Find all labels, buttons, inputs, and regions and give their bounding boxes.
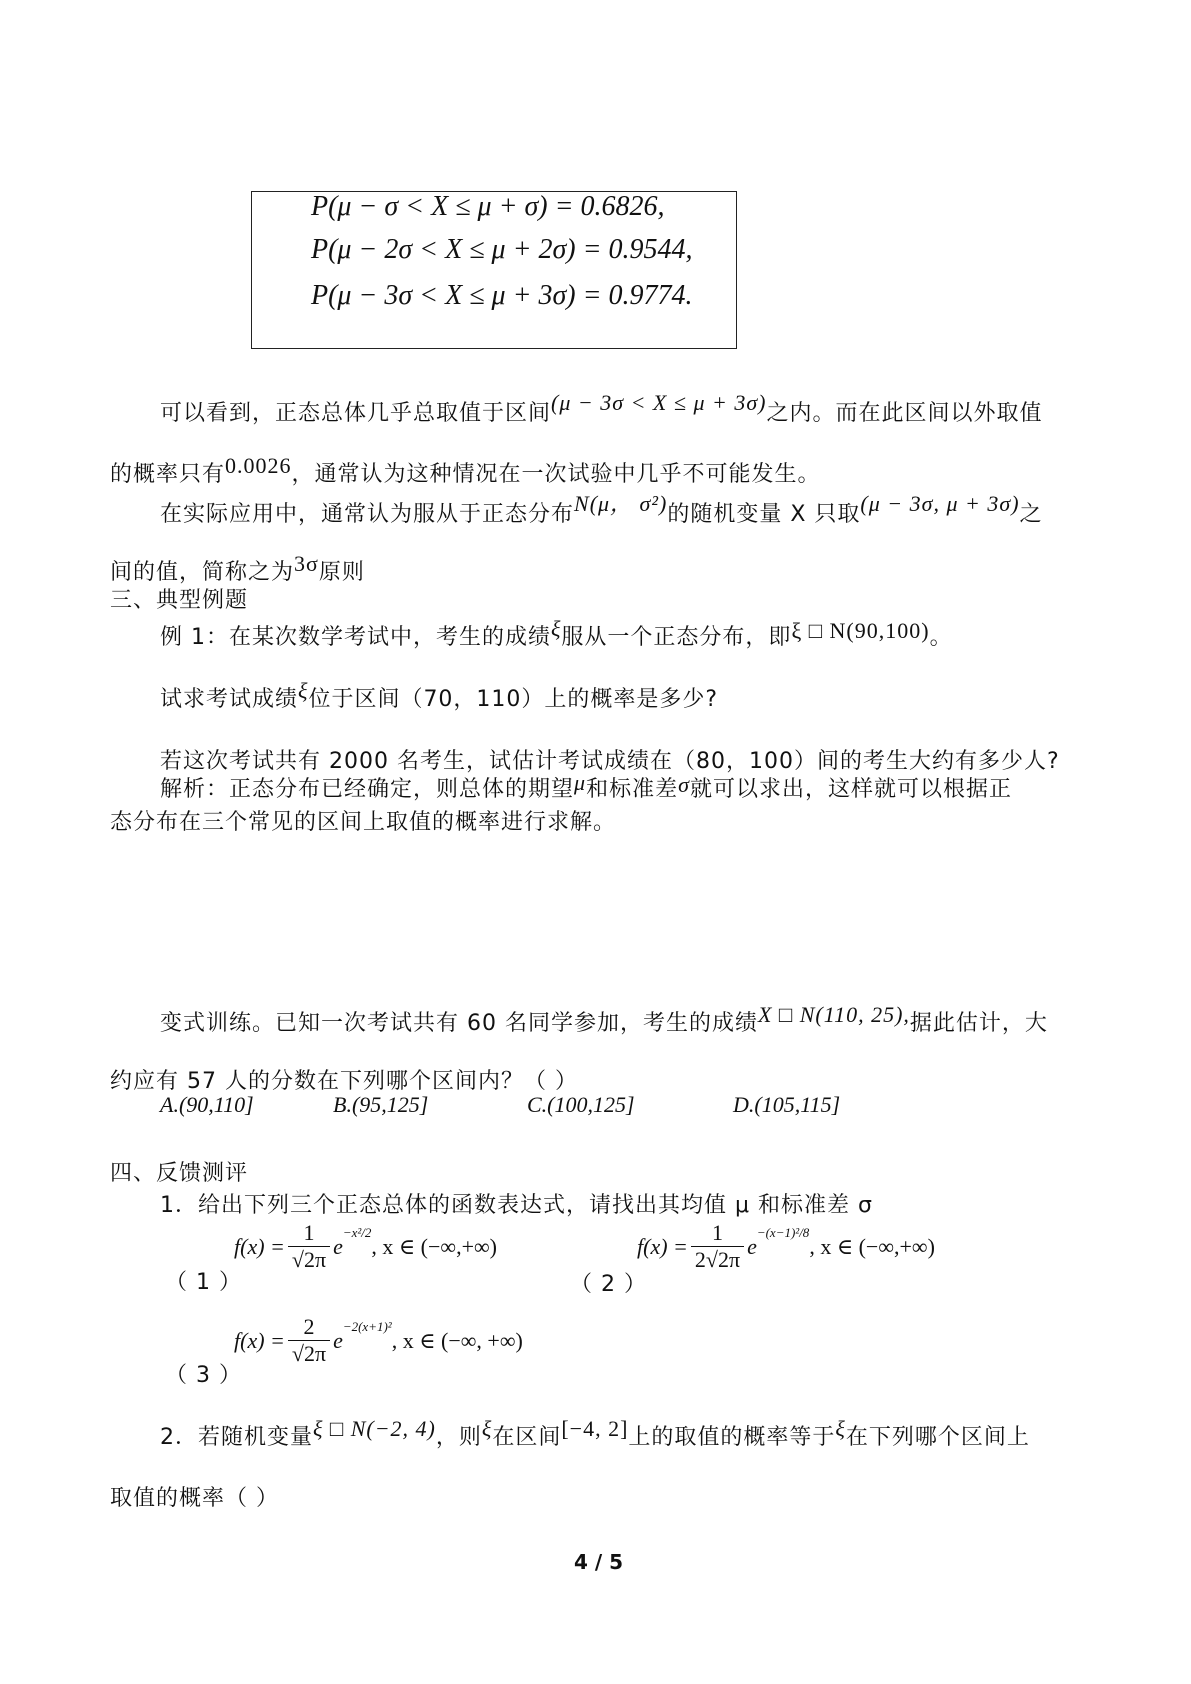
formula3-exponent: −2(x+1)²: [342, 1318, 392, 1334]
para2-text-b: 的随机变量 X 只取: [667, 502, 861, 527]
analysis-line1: [160, 772, 1012, 803]
formula-line-2: P(μ − 2σ < X ≤ μ + 2σ) = 0.9544,: [311, 234, 693, 265]
formula1: [234, 1220, 497, 1273]
variant-option-c: C.(100,125]: [527, 1092, 635, 1117]
formula3-e: e: [333, 1327, 343, 1353]
formula3-lhs: f(x) =: [234, 1327, 285, 1353]
q2-text-b: ，则: [435, 1425, 482, 1450]
formula3-label: （ 3 ）: [165, 1363, 242, 1388]
question1-line: [160, 678, 719, 713]
para2-text-d: 间的值，简称之为: [110, 560, 295, 585]
para1-line2: [110, 453, 821, 488]
analysis-text-a: 解析：正态分布已经确定，则总体的期望: [160, 777, 575, 802]
variant-text-a: 变式训练。已知一次考试共有 60 名同学参加，考生的成绩: [160, 1011, 758, 1036]
formula3-numerator: 2: [303, 1314, 315, 1339]
variant-line1: [160, 1002, 1048, 1037]
example1-line: [160, 616, 953, 651]
para1-line1: [160, 390, 1043, 427]
variant-option-a: A.(90,110]: [160, 1092, 254, 1117]
para2-text-a: 在实际应用中，通常认为服从于正态分布: [160, 502, 575, 527]
question1-text-b: 位于区间（70，110）上的概率是多少?: [308, 687, 719, 712]
formula2-e: e: [747, 1233, 757, 1259]
formula2: [637, 1220, 935, 1273]
para2-normal-dist: N(μ， σ²): [574, 491, 668, 516]
variant-option-d: D.(105,115]: [733, 1092, 841, 1117]
question1-xi: ξ: [298, 678, 309, 703]
q2-xi-2: ξ: [835, 1416, 846, 1441]
q2-text-c: 在区间: [492, 1425, 562, 1450]
formula3-fraction: [288, 1314, 330, 1367]
section4-heading: 四、反馈测评: [110, 1161, 249, 1186]
formula2-lhs: f(x) =: [637, 1233, 688, 1259]
formula1-fraction: [288, 1220, 330, 1273]
formula2-domain: , x ∈ (−∞,+∞): [809, 1233, 935, 1259]
para2-line1: [160, 491, 1043, 528]
formula1-label: （ 1 ）: [165, 1270, 242, 1295]
q2-text-e: 在下列哪个区间上: [845, 1425, 1030, 1450]
analysis-text-b: 和标准差: [586, 777, 679, 802]
section3-heading: 三、典型例题: [110, 588, 249, 613]
variant-distribution: X □ N(110, 25),: [757, 1002, 910, 1027]
q2-text-a: 2．若随机变量: [160, 1425, 313, 1450]
formula3: [234, 1314, 523, 1367]
q2-distribution: ξ □ N(−2, 4): [313, 1416, 436, 1441]
formula2-fraction: [691, 1220, 744, 1273]
para1-text-b: 之内。而在此区间以外取值: [766, 401, 1043, 426]
section4-question2-line1: [160, 1416, 1030, 1451]
question1-text-a: 试求考试成绩: [160, 687, 299, 712]
formula1-e: e: [333, 1233, 343, 1259]
section4-question2-line2: 取值的概率（ ）: [110, 1486, 279, 1511]
para2-text-c: 之: [1019, 502, 1043, 527]
analysis-sigma: σ: [678, 772, 690, 797]
formula3-domain: , x ∈ (−∞, +∞): [391, 1327, 523, 1353]
example1-text-a: 例 1：在某次数学考试中，考生的成绩: [160, 625, 551, 650]
example1-distribution: ξ □ N(90,100): [791, 618, 930, 643]
formula-line-3: P(μ − 3σ < X ≤ μ + 3σ) = 0.9774.: [311, 280, 693, 311]
para1-text-a: 可以看到，正态总体几乎总取值于区间: [160, 401, 552, 426]
para2-line2: [110, 551, 365, 586]
variant-line2: 约应有 57 人的分数在下列哪个区间内？（ ）: [110, 1069, 578, 1094]
para1-probability: 0.0026: [225, 453, 292, 478]
variant-option-b: B.(95,125]: [333, 1092, 429, 1117]
formula1-lhs: f(x) =: [234, 1233, 285, 1259]
page-number: 4 / 5: [574, 1550, 624, 1574]
analysis-line2: 态分布在三个常见的区间上取值的概率进行求解。: [110, 810, 617, 835]
formula3-denominator: √2π: [288, 1340, 330, 1367]
variant-text-b: 据此估计，大: [909, 1011, 1048, 1036]
analysis-mu: μ: [574, 770, 587, 795]
question2-line: 若这次考试共有 2000 名考生，试估计考试成绩在（80，100）间的考生大约有多少人?: [160, 749, 1060, 774]
example1-text-b: 服从一个正态分布，即: [561, 625, 792, 650]
para1-interval: (μ − 3σ < X ≤ μ + 3σ): [551, 390, 767, 415]
formula2-exponent: −(x−1)²/8: [756, 1224, 810, 1240]
para1-text-c: 的概率只有: [110, 462, 226, 487]
para2-text-e: 原则: [318, 560, 365, 585]
example1-xi: ξ: [551, 616, 562, 641]
q2-xi: ξ: [481, 1416, 493, 1441]
formula1-domain: , x ∈ (−∞,+∞): [371, 1233, 498, 1259]
example1-text-c: 。: [929, 625, 953, 650]
analysis-text-c: 就可以求出，这样就可以根据正: [689, 777, 1012, 802]
q2-interval: [−4, 2]: [561, 1416, 629, 1441]
formula2-denominator: 2√2π: [691, 1246, 744, 1273]
q2-text-d: 上的取值的概率等于: [628, 1425, 836, 1450]
formula1-numerator: 1: [303, 1220, 315, 1245]
formula2-numerator: 1: [711, 1220, 723, 1245]
section4-question1: 1．给出下列三个正态总体的函数表达式，请找出其均值 μ 和标准差 σ: [160, 1193, 873, 1218]
para2-3sigma: 3σ: [294, 551, 319, 576]
formula1-exponent: −x²/2: [342, 1224, 372, 1240]
para1-text-d: ，通常认为这种情况在一次试验中几乎不可能发生。: [291, 462, 821, 487]
formula2-label: （ 2 ）: [570, 1272, 647, 1297]
formula1-denominator: √2π: [288, 1246, 330, 1273]
formula-line-1: P(μ − σ < X ≤ μ + σ) = 0.6826,: [311, 191, 665, 222]
para2-interval: (μ − 3σ, μ + 3σ): [860, 491, 1020, 516]
